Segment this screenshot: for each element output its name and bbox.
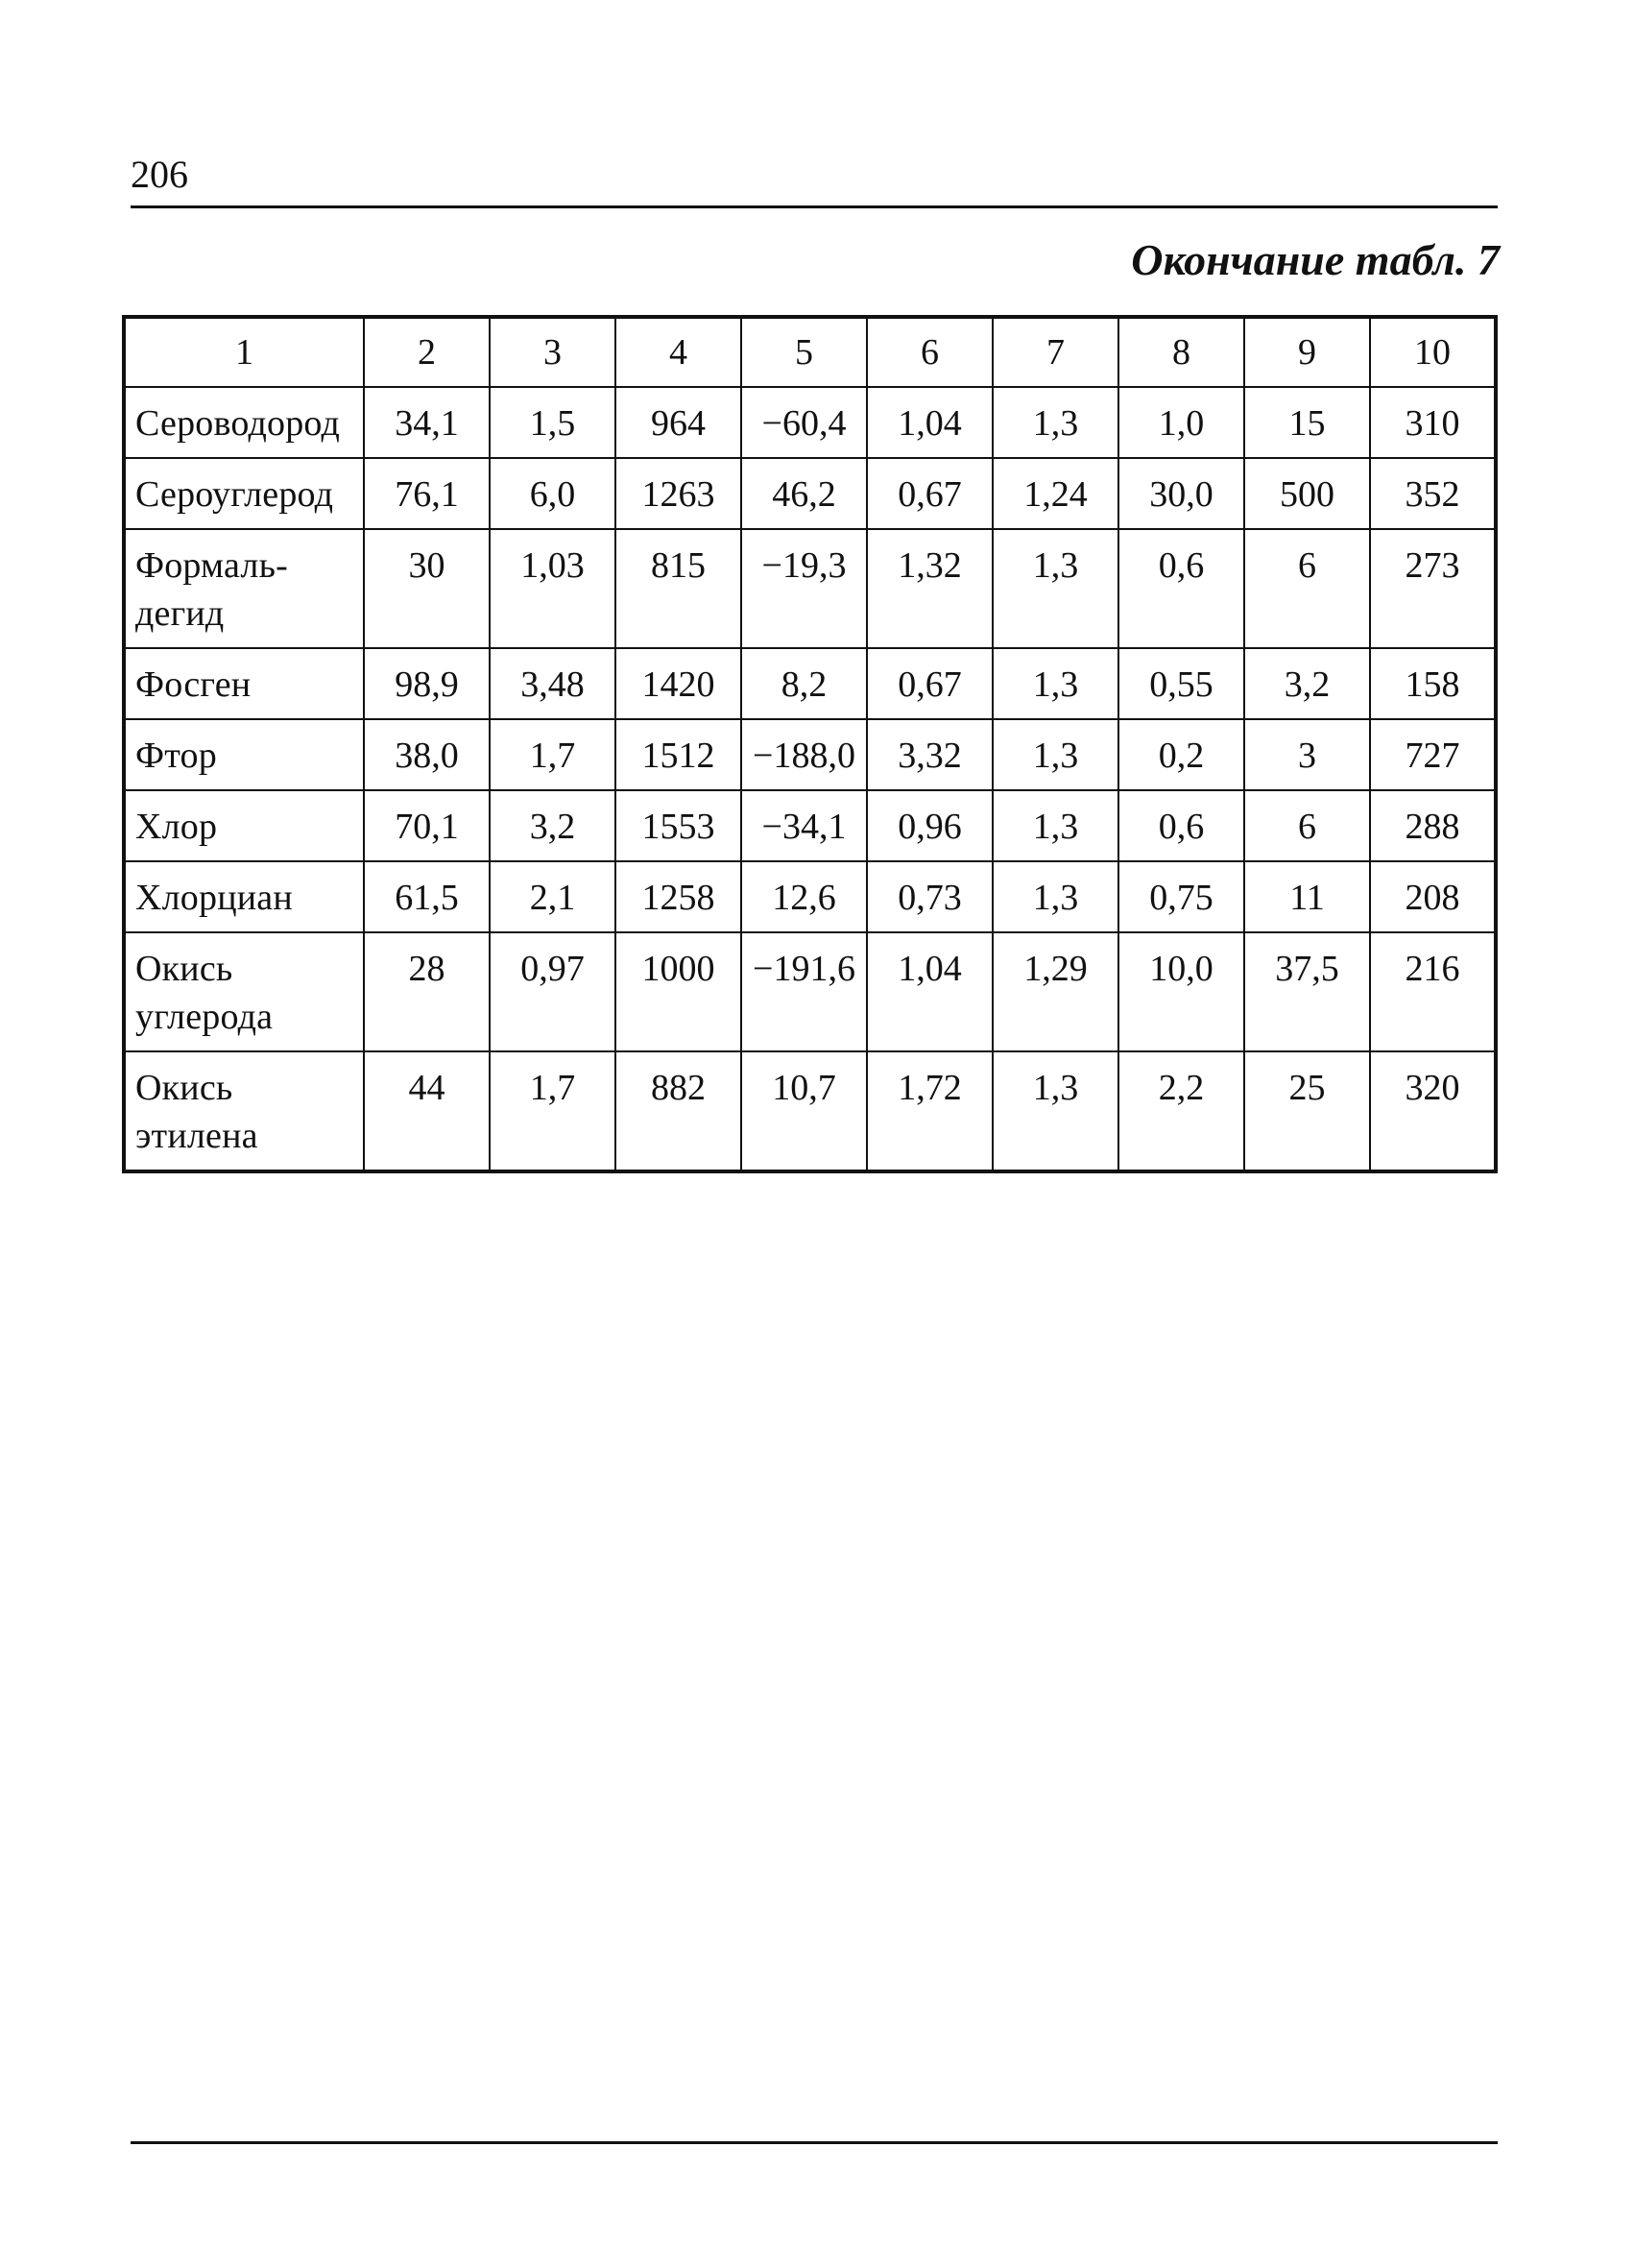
substance-name-line: этилена bbox=[135, 1116, 258, 1156]
substance-name-line: Сероводород bbox=[135, 403, 341, 444]
column-header: 3 bbox=[490, 317, 615, 387]
value-cell: 38,0 bbox=[364, 719, 490, 790]
value-cell: 1,3 bbox=[993, 529, 1118, 648]
value-cell: 352 bbox=[1370, 458, 1496, 529]
column-header: 2 bbox=[364, 317, 490, 387]
value-cell: 30,0 bbox=[1118, 458, 1244, 529]
value-cell: 10,0 bbox=[1118, 932, 1244, 1051]
value-cell: 1,3 bbox=[993, 387, 1118, 458]
table-row bbox=[124, 861, 1496, 932]
value-cell: 70,1 bbox=[364, 790, 490, 861]
table-header-row bbox=[124, 317, 1496, 387]
value-cell: 25 bbox=[1244, 1051, 1370, 1171]
value-cell: −60,4 bbox=[741, 387, 867, 458]
value-cell: −19,3 bbox=[741, 529, 867, 648]
value-cell: 1258 bbox=[615, 861, 741, 932]
table-row bbox=[124, 387, 1496, 458]
value-cell: 0,96 bbox=[867, 790, 993, 861]
column-header: 4 bbox=[615, 317, 741, 387]
value-cell: 320 bbox=[1370, 1051, 1496, 1171]
value-cell: 1,5 bbox=[490, 387, 615, 458]
value-cell: 1,0 bbox=[1118, 387, 1244, 458]
value-cell: 1,04 bbox=[867, 387, 993, 458]
value-cell: 1,03 bbox=[490, 529, 615, 648]
substance-name-cell bbox=[124, 1051, 364, 1171]
value-cell: 2,2 bbox=[1118, 1051, 1244, 1171]
value-cell: 44 bbox=[364, 1051, 490, 1171]
value-cell: 8,2 bbox=[741, 648, 867, 719]
value-cell: 12,6 bbox=[741, 861, 867, 932]
value-cell: 37,5 bbox=[1244, 932, 1370, 1051]
value-cell: 727 bbox=[1370, 719, 1496, 790]
column-header: 10 bbox=[1370, 317, 1496, 387]
substance-name-cell bbox=[124, 861, 364, 932]
column-header: 5 bbox=[741, 317, 867, 387]
value-cell: 28 bbox=[364, 932, 490, 1051]
value-cell: 98,9 bbox=[364, 648, 490, 719]
column-header: 1 bbox=[124, 317, 364, 387]
table-row bbox=[124, 648, 1496, 719]
value-cell: 964 bbox=[615, 387, 741, 458]
value-cell: 3,32 bbox=[867, 719, 993, 790]
value-cell: 11 bbox=[1244, 861, 1370, 932]
value-cell: 0,2 bbox=[1118, 719, 1244, 790]
table-row bbox=[124, 1051, 1496, 1171]
value-cell: 1000 bbox=[615, 932, 741, 1051]
value-cell: 1,3 bbox=[993, 719, 1118, 790]
header-rule bbox=[131, 205, 1498, 208]
value-cell: 3,2 bbox=[1244, 648, 1370, 719]
value-cell: 0,6 bbox=[1118, 790, 1244, 861]
value-cell: −34,1 bbox=[741, 790, 867, 861]
value-cell: 288 bbox=[1370, 790, 1496, 861]
substance-name-line: Фосген bbox=[135, 664, 252, 705]
substance-name-cell bbox=[124, 529, 364, 648]
table-row bbox=[124, 458, 1496, 529]
value-cell: 158 bbox=[1370, 648, 1496, 719]
value-cell: 1,3 bbox=[993, 1051, 1118, 1171]
substance-name-cell bbox=[124, 932, 364, 1051]
value-cell: 2,1 bbox=[490, 861, 615, 932]
substance-name-cell bbox=[124, 387, 364, 458]
value-cell: 46,2 bbox=[741, 458, 867, 529]
value-cell: 6,0 bbox=[490, 458, 615, 529]
data-table bbox=[122, 315, 1498, 1173]
value-cell: 6 bbox=[1244, 529, 1370, 648]
page-number: 206 bbox=[131, 153, 188, 196]
value-cell: 0,67 bbox=[867, 648, 993, 719]
value-cell: 216 bbox=[1370, 932, 1496, 1051]
value-cell: 1,3 bbox=[993, 790, 1118, 861]
value-cell: 1,29 bbox=[993, 932, 1118, 1051]
value-cell: 0,6 bbox=[1118, 529, 1244, 648]
value-cell: 208 bbox=[1370, 861, 1496, 932]
value-cell: 10,7 bbox=[741, 1051, 867, 1171]
column-header: 7 bbox=[993, 317, 1118, 387]
substance-name-line: Сероуглерод bbox=[135, 474, 334, 515]
value-cell: 1,7 bbox=[490, 1051, 615, 1171]
substance-name-cell bbox=[124, 790, 364, 861]
value-cell: 3,2 bbox=[490, 790, 615, 861]
table-row bbox=[124, 719, 1496, 790]
value-cell: 6 bbox=[1244, 790, 1370, 861]
value-cell: −188,0 bbox=[741, 719, 867, 790]
substance-name-line: Хлорциан bbox=[135, 878, 293, 918]
value-cell: 0,97 bbox=[490, 932, 615, 1051]
substance-name-cell bbox=[124, 458, 364, 529]
value-cell: 76,1 bbox=[364, 458, 490, 529]
substance-name-line: углерода bbox=[135, 997, 274, 1037]
value-cell: 1,24 bbox=[993, 458, 1118, 529]
value-cell: 882 bbox=[615, 1051, 741, 1171]
value-cell: 15 bbox=[1244, 387, 1370, 458]
table-row bbox=[124, 932, 1496, 1051]
value-cell: 1512 bbox=[615, 719, 741, 790]
substance-name-line: Хлор bbox=[135, 807, 218, 847]
value-cell: 1,32 bbox=[867, 529, 993, 648]
value-cell: 3,48 bbox=[490, 648, 615, 719]
value-cell: 1,7 bbox=[490, 719, 615, 790]
value-cell: 30 bbox=[364, 529, 490, 648]
value-cell: 310 bbox=[1370, 387, 1496, 458]
table-row bbox=[124, 790, 1496, 861]
substance-name-cell bbox=[124, 719, 364, 790]
value-cell: 0,75 bbox=[1118, 861, 1244, 932]
value-cell: 1263 bbox=[615, 458, 741, 529]
value-cell: 1,04 bbox=[867, 932, 993, 1051]
substance-name-cell bbox=[124, 648, 364, 719]
value-cell: 1,72 bbox=[867, 1051, 993, 1171]
value-cell: −191,6 bbox=[741, 932, 867, 1051]
value-cell: 500 bbox=[1244, 458, 1370, 529]
substance-name-line: Окись bbox=[135, 1068, 233, 1108]
footer-rule bbox=[131, 2141, 1498, 2144]
substance-name-line: Окись bbox=[135, 949, 233, 989]
value-cell: 3 bbox=[1244, 719, 1370, 790]
value-cell: 0,67 bbox=[867, 458, 993, 529]
value-cell: 1,3 bbox=[993, 648, 1118, 719]
value-cell: 273 bbox=[1370, 529, 1496, 648]
value-cell: 1420 bbox=[615, 648, 741, 719]
substance-name-line: Формаль- bbox=[135, 545, 288, 586]
column-header: 6 bbox=[867, 317, 993, 387]
table-row bbox=[124, 529, 1496, 648]
value-cell: 34,1 bbox=[364, 387, 490, 458]
value-cell: 1553 bbox=[615, 790, 741, 861]
value-cell: 815 bbox=[615, 529, 741, 648]
column-header: 9 bbox=[1244, 317, 1370, 387]
value-cell: 1,3 bbox=[993, 861, 1118, 932]
value-cell: 0,55 bbox=[1118, 648, 1244, 719]
substance-name-line: дегид bbox=[135, 593, 225, 634]
table-caption: Окончание табл. 7 bbox=[1131, 235, 1500, 284]
value-cell: 61,5 bbox=[364, 861, 490, 932]
column-header: 8 bbox=[1118, 317, 1244, 387]
table-body bbox=[124, 387, 1496, 1171]
value-cell: 0,73 bbox=[867, 861, 993, 932]
substance-name-line: Фтор bbox=[135, 736, 217, 776]
